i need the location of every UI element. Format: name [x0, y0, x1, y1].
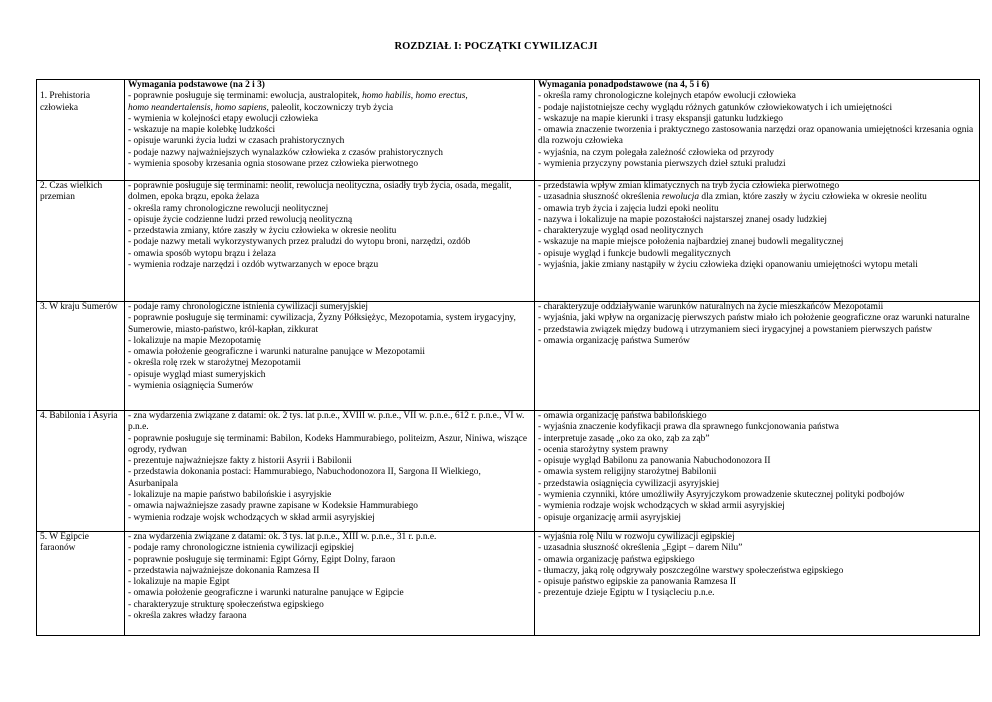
list-item: - prezentuje dzieje Egiptu w I tysiącleciu p.n.e.: [538, 588, 715, 599]
document-title: ROZDZIAŁ I: POCZĄTKI CYWILIZACJI: [394, 41, 598, 52]
list-item: - opisuje wygląd i funkcje budowli megalitycznych: [538, 248, 731, 259]
list-item: - nazywa i lokalizuje na mapie pozostałości najstarszej znanej osady ludzkiej: [538, 214, 827, 225]
list-item: - uzasadnia słuszność określenia rewolucja dla zmian, które zaszły w życiu człowieka w okresie neolitu: [538, 192, 927, 203]
topic-label: 2. Czas wielkich przemian: [40, 181, 103, 203]
list-item: - poprawnie posługuje się terminami: neolit, rewolucja neolityczna, osiadły tryb życia, osada, megalit, dolmen, epoka brązu, epoka żelaza: [128, 181, 512, 203]
topic-cell: [37, 80, 125, 181]
list-item: - poprawnie posługuje się terminami: Babilon, Kodeks Hammurabiego, politeizm, Aszur, Niniwa, wiszące ogrody, rydwan: [128, 433, 528, 455]
table-row: [37, 411, 980, 532]
list-item: - wyjaśnia znaczenie kodyfikacji prawa dla sprawnego funkcjonowania państwa: [538, 422, 839, 433]
requirements-table: [36, 79, 980, 636]
list-item: - omawia znaczenie tworzenia i praktycznego zastosowania narzędzi oraz opanowania umiejętności krzesania ognia dla rozwoju człowieka: [538, 125, 974, 147]
list-item: - określa zakres władzy faraona: [128, 611, 247, 622]
list-item: - wymienia sposoby krzesania ognia stosowane przez człowieka pierwotnego: [128, 159, 419, 170]
list-item: - zna wydarzenia związane z datami: ok. 3 tys. lat p.n.e., XIII w. p.n.e., 31 r. p.n.e.: [128, 532, 437, 542]
advanced-cell: [535, 302, 980, 411]
list-item: - charakteryzuje strukturę społeczeństwa egipskiego: [128, 599, 324, 610]
list-item: - przedstawia najważniejsze dokonania Ramzesa II: [128, 565, 320, 576]
topic-cell: [37, 302, 125, 411]
table-row: [37, 181, 980, 302]
advanced-cell: [535, 80, 980, 181]
list-item: - wymienia czynniki, które umożliwiły Asyryjczykom prowadzenie skutecznej polityki podbojów: [538, 490, 905, 501]
list-item: - omawia tryb życia i zajęcia ludzi epoki neolitu: [538, 203, 719, 214]
list-item: - poprawnie posługuje się terminami: cywilizacja, Żyzny Półksiężyc, Mezopotamia, system irygacyjny, Sumerowie, miasto-państwo, król-kapłan, zikkurat: [128, 313, 516, 335]
list-item: - zna wydarzenia związane z datami: ok. 2 tys. lat p.n.e., XVIII w. p.n.e., VII w. p.n.e., 612 r. p.n.e., VI w. p.n.e.: [128, 411, 525, 433]
list-item: homo neandertalensis, homo sapiens, paleolit, koczowniczy tryb życia: [128, 102, 394, 113]
list-item: - wyjaśnia rolę Nilu w rozwoju cywilizacji egipskiej: [538, 532, 735, 542]
list-item: - wskazuje na mapie miejsce położenia najbardziej znanej budowli megalitycznej: [538, 237, 844, 248]
list-item: - wymienia rodzaje narzędzi i ozdób wytwarzanych w epoce brązu: [128, 260, 379, 271]
list-item: - określa ramy chronologiczne kolejnych etapów ewolucji człowieka: [538, 91, 796, 102]
list-item: - omawia organizację państwa babilońskiego: [538, 411, 707, 421]
list-item: - opisuje warunki życia ludzi w czasach prahistorycznych: [128, 136, 345, 147]
list-item: - przedstawia wpływ zmian klimatycznych na tryb życia człowieka pierwotnego: [538, 181, 840, 191]
list-item: - opisuje państwo egipskie za panowania Ramzesa II: [538, 577, 737, 588]
list-item: - charakteryzuje oddziaływanie warunków naturalnych na życie mieszkańców Mezopotamii: [538, 302, 884, 312]
topic-label: 3. W kraju Sumerów: [40, 302, 118, 312]
list-item: - podaje nazwy najważniejszych wynalazków człowieka z czasów prahistorycznych: [128, 147, 443, 158]
list-item: - przedstawia osiągnięcia cywilizacji asyryjskiej: [538, 478, 720, 489]
list-item: - uzasadnia słuszność określenia „Egipt – darem Nilu”: [538, 543, 743, 554]
basic-cell: [125, 411, 535, 532]
list-item: - omawia najważniejsze zasady prawne zapisane w Kodeksie Hammurabiego: [128, 501, 418, 512]
table-row: [37, 532, 980, 636]
list-item: - interpretuje zasadę „oko za oko, ząb za ząb”: [538, 433, 710, 444]
list-item: - omawia organizację państwa egipskiego: [538, 554, 695, 565]
topic-label: 4. Babilonia i Asyria: [40, 411, 118, 421]
advanced-cell: [535, 532, 980, 636]
basic-cell: [125, 80, 535, 181]
list-item: - charakteryzuje wygląd osad neolitycznych: [538, 226, 704, 237]
list-item: - ocenia starożytny system prawny: [538, 444, 669, 455]
table-row: [37, 302, 980, 411]
table-row: [37, 80, 980, 181]
list-item: - omawia system religijny starożytnej Babilonii: [538, 467, 717, 478]
list-item: - wymienia rodzaje wojsk wchodzących w skład armii asyryjskiej: [128, 512, 375, 523]
topic-cell: [37, 411, 125, 532]
list-item: - lokalizuje na mapie państwo babilońskie i asyryjskie: [128, 490, 332, 501]
list-item: - lokalizuje na mapie Mezopotamię: [128, 335, 261, 346]
list-item: - przedstawia związek między budową i utrzymaniem sieci irygacyjnej a powstaniem pierwszych państw: [538, 324, 933, 335]
list-item: - lokalizuje na mapie Egipt: [128, 577, 230, 588]
list-item: - podaje ramy chronologiczne istnienia cywilizacji egipskiej: [128, 543, 354, 554]
list-item: - wymienia przyczyny powstania pierwszych dzieł sztuki praludzi: [538, 159, 786, 170]
list-item: - wymienia osiągnięcia Sumerów: [128, 381, 254, 392]
basic-cell: [125, 532, 535, 636]
list-item: - omawia organizację państwa Sumerów: [538, 335, 690, 346]
list-item: - określa ramy chronologiczne rewolucji neolitycznej: [128, 203, 329, 214]
basic-cell: [125, 302, 535, 411]
list-item: - wyjaśnia, na czym polegała zależność człowieka od przyrody: [538, 147, 775, 158]
list-item: - wyjaśnia, jakie zmiany nastąpiły w życiu człowieka dzięki opanowaniu umiejętności wytopu metali: [538, 260, 918, 271]
list-item: - wyjaśnia, jaki wpływ na organizację pierwszych państw miało ich położenie geograficzne oraz warunki naturalne: [538, 313, 970, 324]
basic-header: Wymagania podstawowe (na 2 i 3): [128, 80, 265, 90]
advanced-cell: [535, 181, 980, 302]
basic-cell: [125, 181, 535, 302]
list-item: - określa rolę rzek w starożytnej Mezopotamii: [128, 358, 301, 369]
list-item: - opisuje życie codzienne ludzi przed rewolucją neolityczną: [128, 214, 353, 225]
topic-label: 5. W Egipcie faraonów: [40, 532, 89, 554]
list-item: - opisuje wygląd miast sumeryjskich: [128, 369, 266, 380]
list-item: - podaje ramy chronologiczne istnienia cywilizacji sumeryjskiej: [128, 302, 369, 312]
list-item: - wymienia w kolejności etapy ewolucji człowieka: [128, 113, 319, 124]
advanced-header: Wymagania ponadpodstawowe (na 4, 5 i 6): [538, 80, 710, 90]
list-item: - podaje nazwy metali wykorzystywanych przez praludzi do wytopu broni, narzędzi, ozdób: [128, 237, 471, 248]
list-item: - tłumaczy, jaką rolę odgrywały poszczególne warstwy społeczeństwa egipskiego: [538, 565, 844, 576]
list-item: - opisuje wygląd Babilonu za panowania Nabuchodonozora II: [538, 456, 771, 467]
list-item: - omawia sposób wytopu brązu i żelaza: [128, 248, 276, 259]
list-item: - omawia położenie geograficzne i warunki naturalne panujące w Egipcie: [128, 588, 404, 599]
list-item: - przedstawia zmiany, które zaszły w życiu człowieka w okresie neolitu: [128, 226, 397, 237]
list-item: - podaje najistotniejsze cechy wyglądu różnych gatunków człowiekowatych i ich umiejętności: [538, 102, 893, 113]
list-item: - wymienia rodzaje wojsk wchodzących w skład armii asyryjskiej: [538, 501, 785, 512]
list-item: - wskazuje na mapie kolebkę ludzkości: [128, 125, 276, 136]
list-item: - przedstawia dokonania postaci: Hammurabiego, Nabuchodonozora II, Sargona II Wielkiego, Asurbanipala: [128, 467, 481, 489]
advanced-cell: [535, 411, 980, 532]
list-item: - wskazuje na mapie kierunki i trasy ekspansji gatunku ludzkiego: [538, 113, 783, 124]
list-item: - prezentuje najważniejsze fakty z historii Asyrii i Babilonii: [128, 456, 352, 467]
topic-cell: [37, 532, 125, 636]
list-item: - omawia położenie geograficzne i warunki naturalne panujące w Mezopotamii: [128, 347, 426, 358]
topic-label: 1. Prehistoria człowieka: [40, 91, 90, 113]
list-item: - poprawnie posługuje się terminami: ewolucja, australopitek, homo habilis, homo erectus,: [128, 91, 468, 102]
topic-cell: [37, 181, 125, 302]
list-item: - poprawnie posługuje się terminami: Egipt Górny, Egipt Dolny, faraon: [128, 554, 396, 565]
list-item: - opisuje organizację armii asyryjskiej: [538, 512, 682, 523]
